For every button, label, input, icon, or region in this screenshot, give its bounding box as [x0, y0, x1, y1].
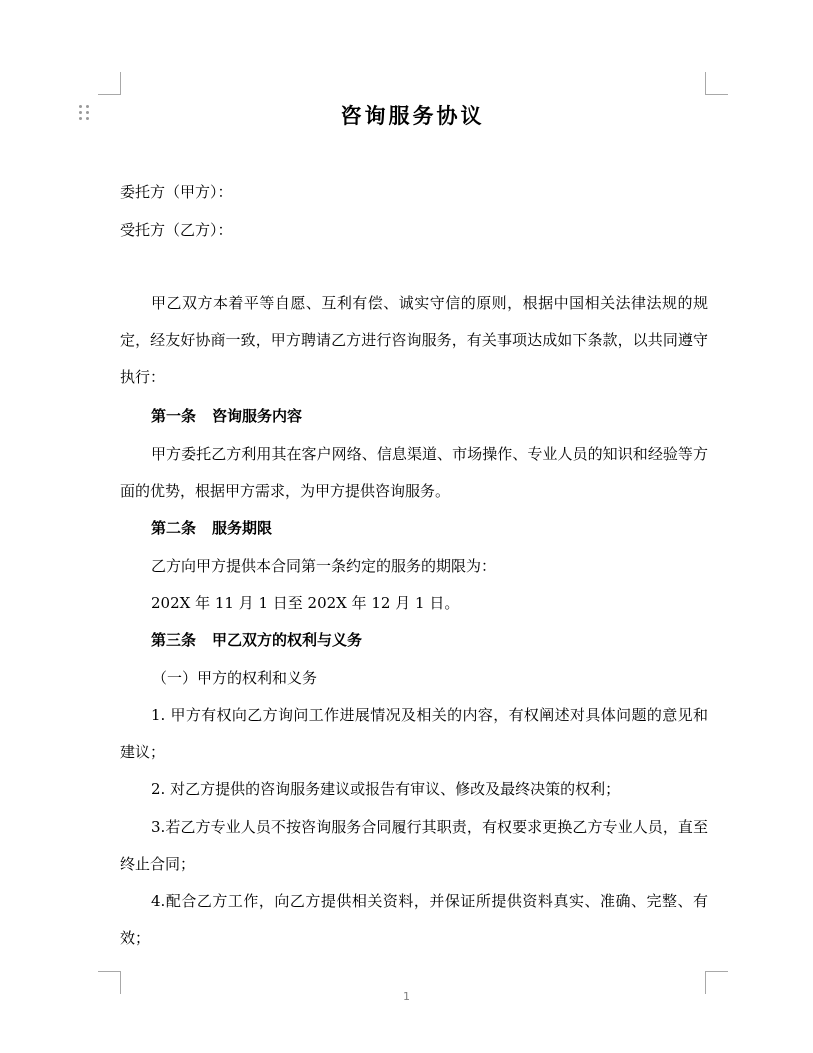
- article-2-body-2: 202X 年 11 月 1 日至 202X 年 12 月 1 日。: [151, 594, 460, 612]
- article-3-item-3: 3.若乙方专业人员不按咨询服务合同履行其职责，有权要求更换乙方专业人员，直至终止合同；: [120, 818, 708, 873]
- article-1-title: 咨询服务内容: [212, 407, 303, 425]
- article-2-number: 第二条: [151, 519, 197, 537]
- article-3-item-1: 1. 甲方有权向乙方询问工作进展情况及相关的内容，有权阐述对具体问题的意见和建议；: [120, 706, 708, 761]
- margin-mark-top-right: [705, 72, 728, 95]
- article-3-number: 第三条: [151, 631, 197, 649]
- article-2-heading: [120, 510, 708, 547]
- article-2-title: 服务期限: [212, 519, 273, 537]
- article-3-subsection-1: （一）甲方的权利和义务: [152, 669, 318, 687]
- article-1-number: 第一条: [151, 407, 197, 425]
- margin-mark-top-left: [98, 72, 121, 95]
- page-number: 1: [403, 990, 410, 1003]
- article-3-heading: [120, 622, 708, 659]
- article-2-body-1: 乙方向甲方提供本合同第一条约定的服务的期限为：: [151, 557, 497, 575]
- document-title: 咨询服务协议: [340, 103, 485, 128]
- drag-handle-icon[interactable]: [79, 105, 91, 121]
- article-3-item-4: 4.配合乙方工作，向乙方提供相关资料，并保证所提供资料真实、准确、完整、有效；: [120, 892, 708, 947]
- article-3-title: 甲乙双方的权利与义务: [212, 631, 363, 649]
- party-a-line: 委托方（甲方）：: [120, 183, 233, 201]
- article-3-item-2: 2. 对乙方提供的咨询服务建议或报告有审议、修改及最终决策的权利；: [151, 780, 621, 798]
- party-b-line: 受托方（乙方）：: [120, 221, 233, 239]
- article-1-heading: [120, 398, 708, 435]
- article-1-body: 甲方委托乙方利用其在客户网络、信息渠道、市场操作、专业人员的知识和经验等方面的优势，根据甲方需求，为甲方提供咨询服务。: [120, 445, 708, 500]
- preamble-paragraph: 甲乙双方本着平等自愿、互利有偿、诚实守信的原则，根据中国相关法律法规的规定，经友好协商一致，甲方聘请乙方进行咨询服务，有关事项达成如下条款，以共同遵守执行：: [120, 294, 708, 386]
